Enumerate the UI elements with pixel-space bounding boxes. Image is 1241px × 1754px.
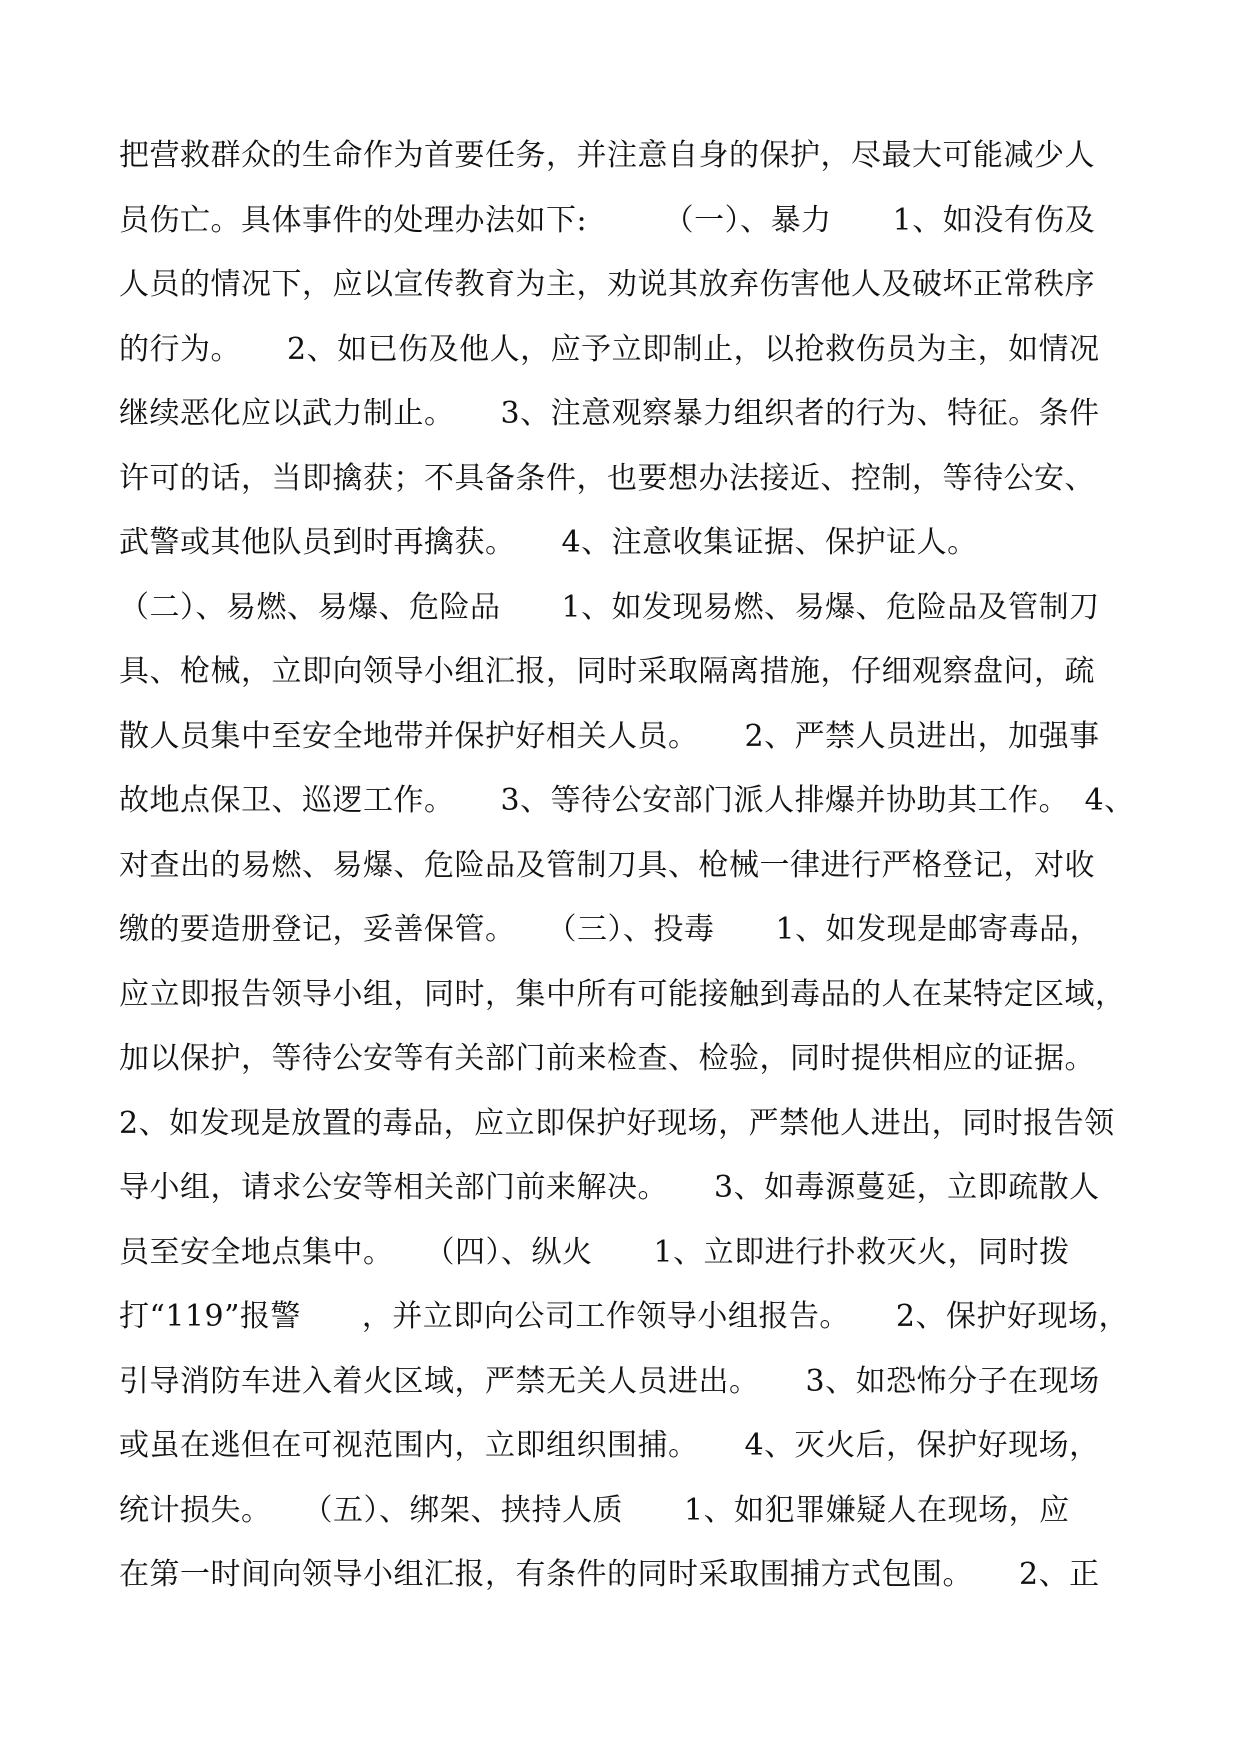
text-line-11: 故地点保卫、巡逻工作。 3、等待公安部门派人排爆并协助其工作。 4、	[119, 783, 1135, 818]
text-line-14: 应立即报告领导小组，同时，集中所有可能接触到毒品的人在某特定区域，	[119, 976, 1126, 1012]
text-line-4: 的行为。 2、如已伤及他人，应予立即制止，以抢救伤员为主，如情况	[119, 331, 1100, 367]
text-line-1: 把营救群众的生命作为首要任务，并注意自身的保护，尽最大可能减少人	[119, 138, 1095, 173]
text-line-10: 散人员集中至安全地带并保护好相关人员。 2、严禁人员进出，加强事	[119, 718, 1100, 754]
text-line-3: 人员的情况下，应以宣传教育为主，劝说其放弃伤害他人及破坏正常秩序	[119, 267, 1095, 302]
text-line-9: 具、枪械，立即向领导小组汇报，同时采取隔离措施，仔细观察盘问，疏	[119, 654, 1095, 689]
text-line-17: 导小组，请求公安等相关部门前来解决。 3、如毒源蔓延，立即疏散人	[119, 1170, 1100, 1205]
text-line-18: 员至安全地点集中。 （四）、纵火 1、立即进行扑救灭火，同时拨	[119, 1234, 1070, 1270]
text-line-19: 打“119”报警 ，并立即向公司工作领导小组报告。 2、保护好现场，	[119, 1299, 1130, 1334]
text-line-20: 引导消防车进入着火区域，严禁无关人员进出。 3、如恐怖分子在现场	[119, 1363, 1100, 1399]
text-line-16: 2、如发现是放置的毒品，应立即保护好现场，严禁他人进出，同时报告领	[119, 1105, 1115, 1141]
text-line-15: 加以保护，等待公安等有关部门前来检查、检验，同时提供相应的证据。	[119, 1041, 1095, 1076]
text-line-6: 许可的话，当即擒获；不具备条件，也要想办法接近、控制，等待公安、	[119, 460, 1095, 496]
text-line-21: 或虽在逃但在可视范围内，立即组织围捕。 4、灭火后，保护好现场，	[119, 1428, 1100, 1463]
text-line-12: 对查出的易燃、易爆、危险品及管制刀具、枪械一律进行严格登记，对收	[119, 847, 1095, 883]
text-line-23: 在第一时间向领导小组汇报，有条件的同时采取围捕方式包围。 2、正	[119, 1557, 1100, 1592]
text-line-22: 统计损失。 （五）、绑架、挟持人质 1、如犯罪嫌疑人在现场，应	[119, 1492, 1070, 1528]
body-text	[119, 124, 1135, 1608]
text-line-5: 继续恶化应以武力制止。 3、注意观察暴力组织者的行为、特征。条件	[119, 396, 1100, 431]
text-line-2: 员伤亡。具体事件的处理办法如下: （一）、暴力 1、如没有伤及	[119, 202, 1096, 238]
text-line-13: 缴的要造册登记，妥善保管。 （三）、投毒 1、如发现是邮寄毒品，	[119, 912, 1101, 947]
text-line-8: （二）、易燃、易爆、危险品 1、如发现易燃、易爆、危险品及管制刀	[119, 589, 1100, 625]
text-line-7: 武警或其他队员到时再擒获。 4、注意收集证据、保护证人。	[119, 525, 978, 560]
